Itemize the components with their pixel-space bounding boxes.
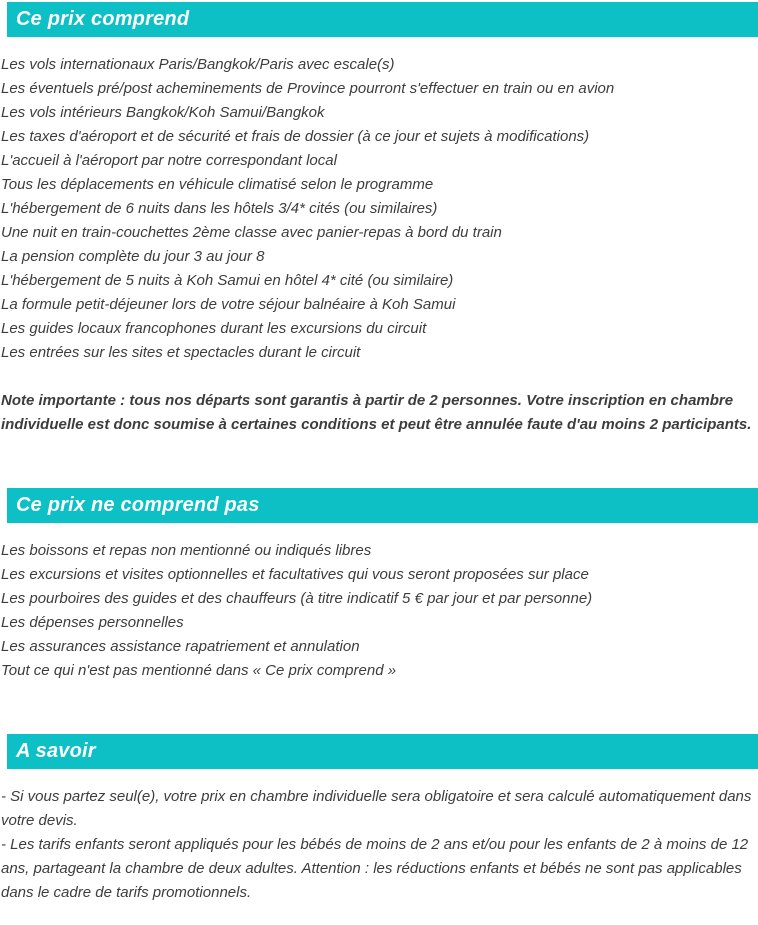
list-item: - Les tarifs enfants seront appliqués pour les bébés de moins de 2 ans et/ou pour les enfants de 2 à moins de 12 ans, partageant la chambre de deux adultes. Attention : les réductions enfants et bébés ne sont pas applicables dans le cadre de tarifs promotionnels.: [1, 836, 749, 901]
list-item: Les éventuels pré/post acheminements de Province pourront s'effectuer en train ou en avion: [1, 80, 615, 97]
included-list: [0, 37, 758, 437]
section-to-know: [0, 734, 758, 905]
list-item: Les guides locaux francophones durant les excursions du circuit: [1, 320, 427, 337]
list-item: Les excursions et visites optionnelles et facultatives qui vous seront proposées sur place: [1, 566, 589, 583]
section-title-not-included: Ce prix ne comprend pas: [16, 494, 260, 516]
list-item: - Si vous partez seul(e), votre prix en chambre individuelle sera obligatoire et sera calculé automatiquement dans votre devis.: [1, 788, 752, 829]
list-item: Les vols intérieurs Bangkok/Koh Samui/Bangkok: [1, 104, 325, 121]
list-item: Tous les déplacements en véhicule climatisé selon le programme: [1, 176, 434, 193]
section-price-not-included: [0, 488, 758, 683]
section-title-to-know: A savoir: [16, 740, 96, 762]
list-item: Les dépenses personnelles: [1, 614, 184, 631]
list-item: Les boissons et repas non mentionné ou indiqués libres: [1, 542, 372, 559]
list-item: La pension complète du jour 3 au jour 8: [1, 248, 265, 265]
list-item: Les assurances assistance rapatriement et annulation: [1, 638, 360, 655]
section-header-to-know: [7, 734, 758, 769]
price-details-page: [0, 2, 758, 925]
list-item: Une nuit en train-couchettes 2ème classe avec panier-repas à bord du train: [1, 224, 502, 241]
section-header-not-included: [7, 488, 758, 523]
list-item: Les taxes d'aéroport et de sécurité et frais de dossier (à ce jour et sujets à modifications): [1, 128, 590, 145]
list-item: L'hébergement de 5 nuits à Koh Samui en hôtel 4* cité (ou similaire): [1, 272, 454, 289]
list-item: Les vols internationaux Paris/Bangkok/Paris avec escale(s): [1, 56, 395, 73]
to-know-list: [0, 769, 758, 905]
section-title-included: Ce prix comprend: [16, 8, 190, 30]
section-header-included: [7, 2, 758, 37]
list-item: Tout ce qui n'est pas mentionné dans « Ce prix comprend »: [1, 662, 397, 679]
list-item: L'hébergement de 6 nuits dans les hôtels 3/4* cités (ou similaires): [1, 200, 438, 217]
list-item: L'accueil à l'aéroport par notre correspondant local: [1, 152, 337, 169]
list-item: Les pourboires des guides et des chauffeurs (à titre indicatif 5 € par jour et par personne): [1, 590, 593, 607]
section-price-included: [0, 2, 758, 437]
important-note: Note importante : tous nos départs sont garantis à partir de 2 personnes. Votre inscription en chambre individuelle est donc soumise à certaines conditions et peut être annulée faute d'au moins 2 participants.: [1, 392, 752, 433]
list-item: Les entrées sur les sites et spectacles durant le circuit: [1, 344, 361, 361]
not-included-list: [0, 523, 758, 683]
list-item: La formule petit-déjeuner lors de votre séjour balnéaire à Koh Samui: [1, 296, 456, 313]
